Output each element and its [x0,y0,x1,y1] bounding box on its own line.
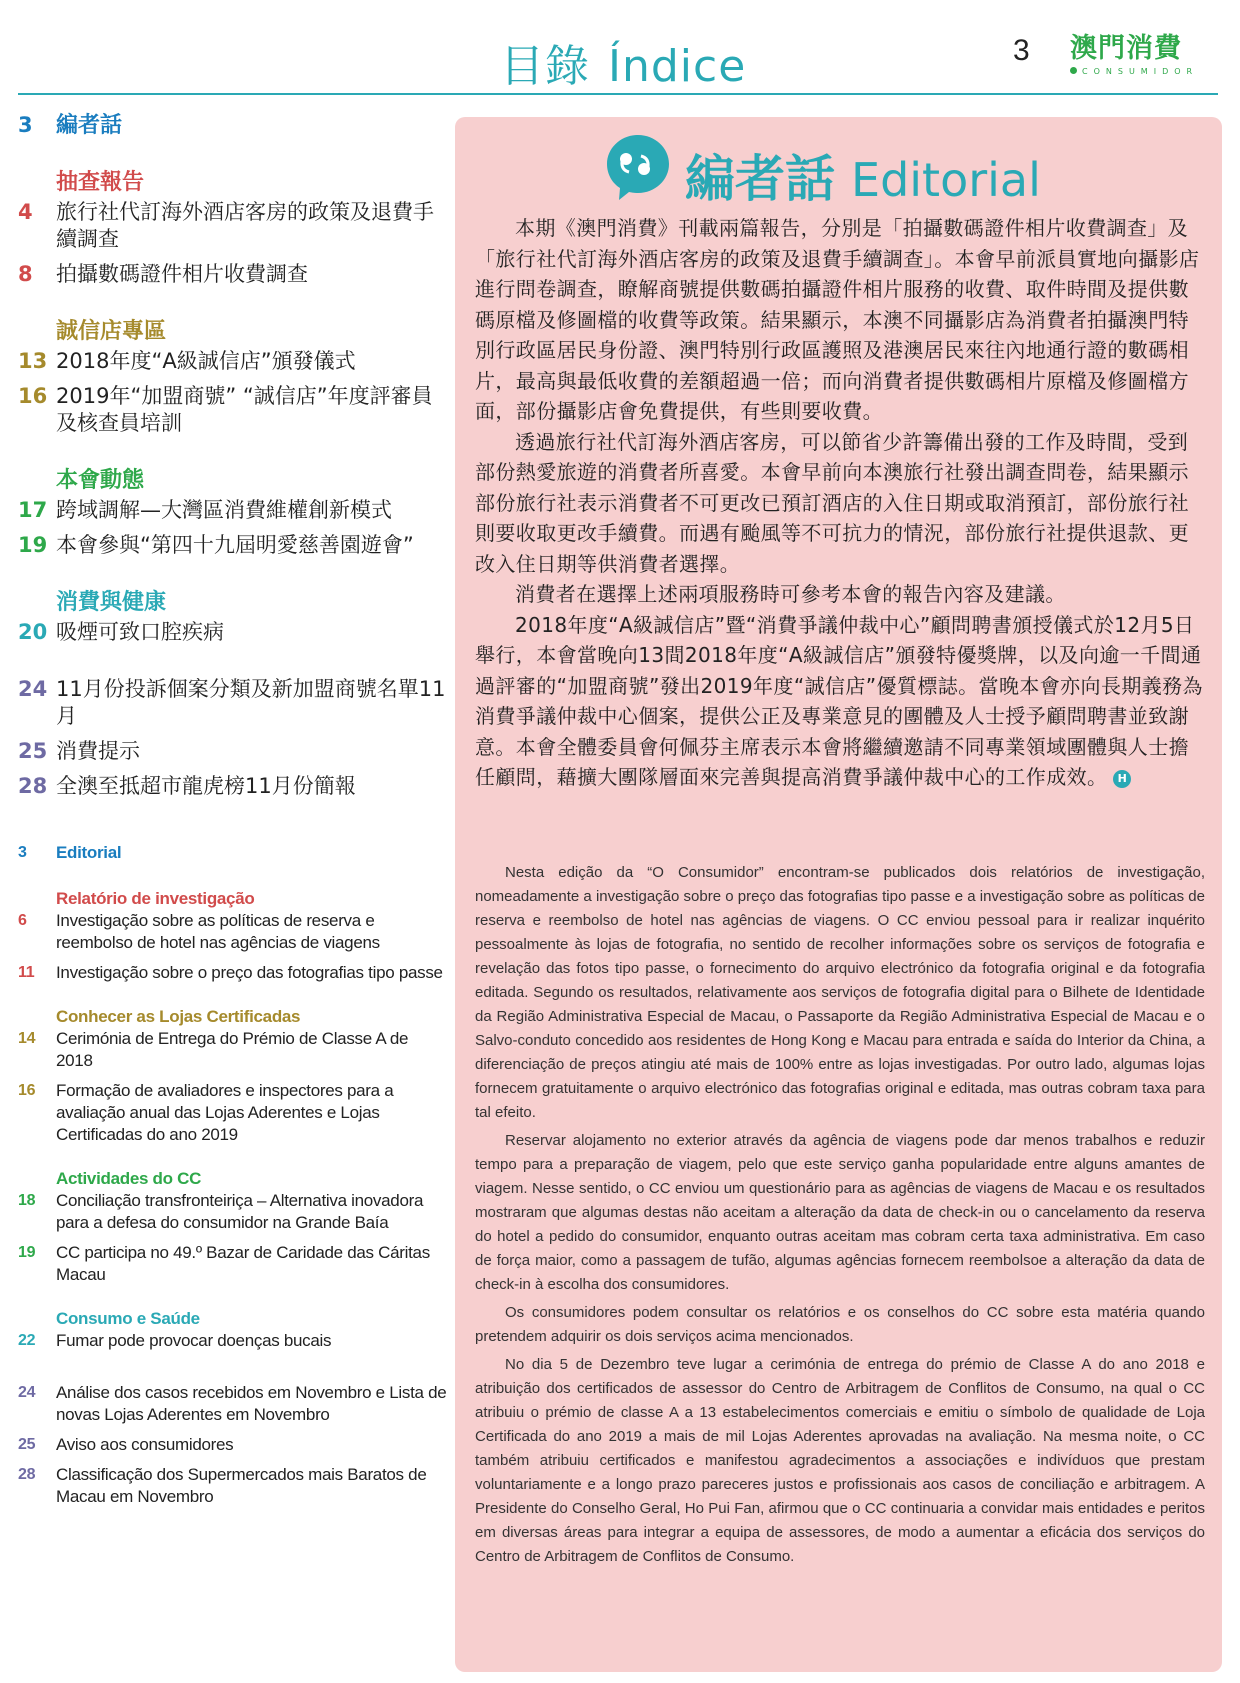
toc-item-label: 全澳至抵超市龍虎榜11月份簡報 [56,774,356,798]
toc-section-heading: Consumo e Saúde [56,1309,200,1328]
toc-page-number: 11 [18,964,35,981]
toc-item[interactable] [18,1330,448,1352]
toc-item-label: Conciliação transfronteiriça – Alternativa inovadora para a defesa do consumidor na Grande Baía [56,1191,424,1232]
toc-section-heading: 抽查報告 [56,170,145,195]
speech-bubble-icon [605,133,671,201]
header-divider [18,93,1218,95]
toc-item-label: Formação de avaliadores e inspectores para a avaliação anual das Lojas Aderentes e Lojas Certificadas do ano 2019 [56,1081,394,1144]
toc-item-label: CC participa no 49.º Bazar de Caridade das Cáritas Macau [56,1243,430,1284]
paragraph-last [475,610,1205,793]
toc-item[interactable] [18,676,448,730]
toc-page-number: 24 [18,677,48,701]
paragraph: Os consumidores podem consultar os relatórios e os conselhos do CC sobre esta matéria quando pretendem adquirir os dois serviços acima mencionados. [475,1304,1205,1345]
toc-section-heading: Conhecer as Lojas Certificadas [56,1007,301,1026]
table-of-contents [18,112,448,1508]
toc-item-label: Classificação dos Supermercados mais Baratos de Macau em Novembro [56,1465,427,1506]
toc-page-number: 25 [18,739,48,763]
toc-page-number: 24 [18,1384,36,1401]
toc-item-label: Editorial [56,843,122,862]
logo-subtitle: CONSUMIDOR [1082,67,1199,76]
toc-item-label: Análise dos casos recebidos em Novembro e Lista de novas Lojas Aderentes em Novembro [56,1383,447,1424]
toc-item-label: 拍攝數碼證件相片收費調查 [56,262,308,286]
toc-item-label: Fumar pode provocar doenças bucais [56,1331,332,1350]
paragraph: 消費者在選擇上述兩項服務時可參考本會的報告內容及建議。 [515,582,1066,606]
toc-item[interactable] [18,1382,448,1426]
toc-item-label: 2019年“加盟商號” “誠信店”年度評審員及核查員培訓 [56,384,433,435]
logo-dot-icon [1070,67,1077,74]
toc-item-label: 旅行社代訂海外酒店客房的政策及退費手續調查 [56,200,434,251]
editorial-panel [455,117,1222,1672]
paragraph-text: 2018年度“A級誠信店”暨“消費爭議仲裁中心”顧問聘書頒授儀式於12月5日舉行，本會當晚向13間2018年度“A級誠信店”頒發特優獎牌，以及向逾一千間通過評審的“加盟商號”發出2019年度“誠信店”優質標誌。當晚本會亦向長期義務為消費爭議仲裁中心個案，提供公正及專業意見的團體及人士授予顧問聘書並致謝意。本會全體委員會何佩芬主席表示本會將繼續邀請不同專業領域團體與人士擔任顧問，藉擴大團隊層面來完善與提高消費爭議仲裁中心的工作成效。 [475,612,1203,789]
toc-section-heading: 誠信店專區 [56,319,167,344]
toc-item[interactable] [18,261,448,288]
paragraph: 透過旅行社代訂海外酒店客房，可以節省少許籌備出發的工作及時間，受到部份熱愛旅遊的消費者所喜愛。本會早前向本澳旅行社發出調查問卷，結果顯示部份旅行社表示消費者不可更改已預訂酒店的入住日期或取消預訂，部份旅行社則要收取更改手續費。而遇有颱風等不可抗力的情況，部份旅行社提供退款、更改入住日期等供消費者選擇。 [475,429,1189,576]
toc-item-label: 編者話 [56,113,123,138]
toc-item[interactable] [18,738,448,765]
toc-page-number: 3 [18,113,33,137]
toc-page-number: 22 [18,1332,36,1349]
toc-page-number: 17 [18,498,48,522]
toc-item-label: Cerimónia de Entrega do Prémio de Classe A de 2018 [56,1029,409,1070]
toc-item[interactable] [18,1464,448,1508]
toc-item-label: 本會參與“第四十九屆明愛慈善園遊會” [56,533,414,557]
toc-item[interactable] [18,383,448,437]
toc-item-editorial-zh[interactable] [18,112,448,139]
toc-item-label: 吸煙可致口腔疾病 [56,620,224,644]
paragraph: No dia 5 de Dezembro teve lugar a cerimónia de entrega do prémio de Classe A do ano 2018 e atribuição dos certificados de assessor do Centro de Arbitragem de Conflitos de Consumo, na qual o CC atribuiu o prémio de classe A a 13 estabelecimentos comerciais e emitiu o símbolo de qualidade de Loja Certificada do ano 2019 a mais de mil Lojas Aderentes aprovadas na avaliação. Na mesma noite, o CC também atribuiu certificados e manifestou agradecimentos a associações e indivíduos que prestam voluntariamente e a longo prazo pareceres justos e profissionais aos casos de conciliação e arbitragem. A Presidente do Conselho Geral, Ho Pui Fan, afirmou que o CC continuaria a convidar mais entidades e peritos em diversas áreas para integrar a equipa de assessores, de modo a aumentar a eficácia dos serviços do Centro de Arbitragem de Conflitos de Consumo. [475,1356,1205,1565]
toc-item[interactable] [18,962,448,984]
toc-page-number: 19 [18,533,48,557]
editorial-body-pt [475,861,1205,1573]
toc-item-label: 11月份投訴個案分類及新加盟商號名單11月 [56,677,446,728]
toc-page-number: 13 [18,349,48,373]
toc-page-number: 16 [18,384,48,408]
toc-page-number: 18 [18,1192,36,1209]
toc-item[interactable] [18,348,448,375]
toc-page-number: 14 [18,1030,36,1047]
toc-page-number: 4 [18,200,33,224]
toc-page-number: 8 [18,262,33,286]
toc-item[interactable] [18,199,448,253]
toc-item-label: Investigação sobre as políticas de reserva e reembolso de hotel nas agências de viagens [56,911,380,952]
toc-page-number: 28 [18,774,48,798]
toc-item[interactable] [18,773,448,800]
page-title [500,30,746,94]
toc-item[interactable] [18,497,448,524]
page-header [0,0,1240,95]
consumidor-logo [1070,33,1199,78]
page-title-pt: Índice [608,41,747,92]
toc-page-number: 25 [18,1436,36,1453]
toc-item[interactable] [18,1190,448,1234]
toc-item-label: 消費提示 [56,739,140,763]
paragraph: Reservar alojamento no exterior através da agência de viagens pode dar menos trabalhos e reduzir tempo para a preparação de viagem, pelo que este serviço ganha popularidade entre alguns amantes de viagem. Nesse sentido, o CC enviou um questionário para as agências de viagens de Macau e os resultados mostraram que algumas destas não aceitam a alteração da data de check-in ou o cancelamento da reserva do hotel a pedido do consumidor, enquanto outras aceitam mas cobram certa taxa administrativa. Em caso de força maior, como a passagem de tufão, algumas agências fornecem reembolsoe a alteração da data de check-in à escolha dos consumidores. [475,1132,1205,1293]
toc-page-number: 28 [18,1466,36,1483]
toc-item[interactable] [18,532,448,559]
end-mark-icon: H [1113,770,1131,788]
page-title-zh: 目錄 [500,41,590,92]
toc-item-label: Aviso aos consumidores [56,1435,234,1454]
toc-item-label: Investigação sobre o preço das fotografias tipo passe [56,963,443,982]
toc-item[interactable] [18,1242,448,1286]
toc-page-number: 20 [18,620,48,644]
toc-page-number: 6 [18,912,27,929]
toc-item-editorial-pt[interactable] [18,842,448,864]
editorial-title [685,139,1041,211]
toc-item[interactable] [18,1080,448,1146]
toc-section-heading: Relatório de investigação [56,889,255,908]
toc-section-heading: Actividades do CC [56,1169,202,1188]
toc-page-number: 3 [18,844,27,861]
editorial-body-zh [475,213,1205,793]
toc-page-number: 16 [18,1082,36,1099]
toc-item[interactable] [18,910,448,954]
paragraph: Nesta edição da “O Consumidor” encontram-se publicados dois relatórios de investigação, nomeadamente a investigação sobre o preço das fotografias tipo passe e a investigação sobre as políticas de reserva e reembolso de hotel nas agências de viagens. O CC enviou pessoal para ir realizar inquérito pessoalmente às lojas de fotografia, no sentido de recolher informações sobre os serviços de fotografia e revelação das fotos tipo passe, o fornecimento do arquivo electrónico da fotografia original e da fotografia editada. Segundo os resultados, relativamente aos serviços de fotografia digital para o Bilhete de Identidade da Região Administrativa Especial de Macau, o Passaporte da Região Administrativa Especial de Macau e o Salvo-conduto concedido aos residentes de Hong Kong e Macau para entrada e saída do Interior da China, a diferenciação de preços atingiu até mais de 100% entre as lojas investigadas. Por outro lado, algumas lojas fornecem gratuitamente o arquivo electrónico das fotografias original e editada, mas outras cobram taxa para tal efeito. [475,864,1205,1121]
toc-item-label: 跨域調解—大灣區消費維權創新模式 [56,498,392,522]
toc-page-number: 19 [18,1244,36,1261]
logo-text: 澳門消費 [1070,33,1182,64]
toc-item[interactable] [18,1434,448,1456]
paragraph: 本期《澳門消費》刊載兩篇報告，分別是「拍攝數碼證件相片收費調查」及「旅行社代訂海外酒店客房的政策及退費手續調查」。本會早前派員實地向攝影店進行問卷調查，瞭解商號提供數碼拍攝證件相片服務的收費、取件時間及提供數碼原檔及修圖檔的收費等政策。結果顯示，本澳不同攝影店為消費者拍攝澳門特別行政區居民身份證、澳門特別行政區護照及港澳居民來往內地通行證的數碼相片，最高與最低收費的差額超過一倍；而向消費者提供數碼相片原檔及修圖檔方面，部份攝影店會免費提供，有些則要收費。 [475,216,1200,423]
toc-section-heading: 本會動態 [56,468,145,493]
toc-item[interactable] [18,1028,448,1072]
toc-item-label: 2018年度“A級誠信店”頒發儀式 [56,349,356,373]
page-number: 3 [1013,34,1030,67]
toc-item[interactable] [18,619,448,646]
editorial-title-zh: 編者話 [685,150,835,208]
toc-section-heading: 消費與健康 [56,590,167,615]
editorial-title-en: Editorial [851,153,1041,207]
